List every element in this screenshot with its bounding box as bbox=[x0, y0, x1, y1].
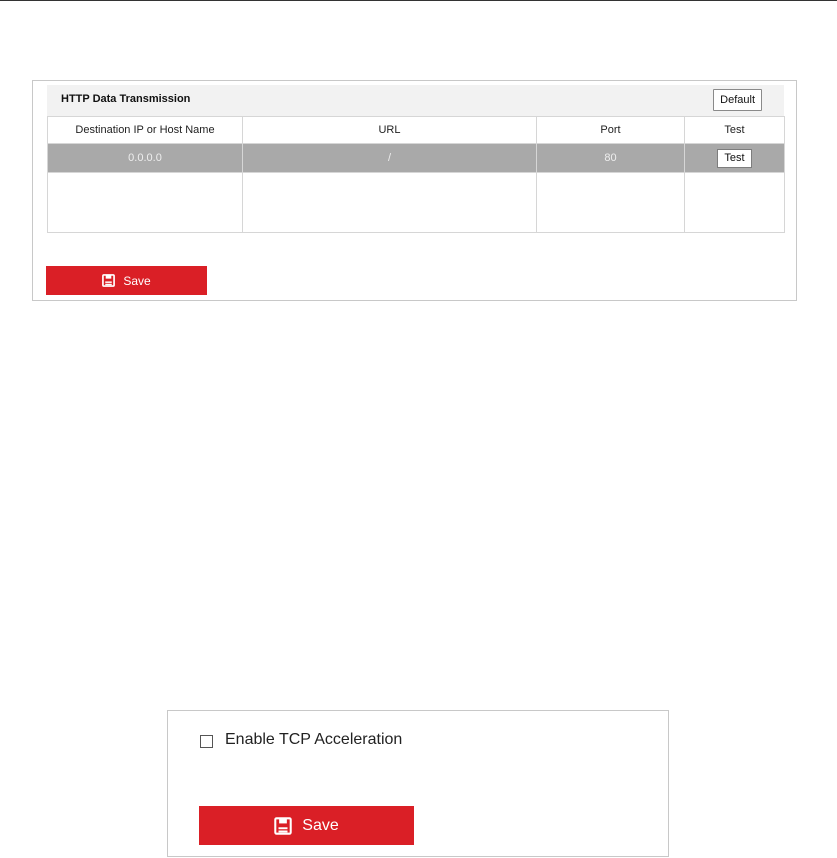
table-row-empty bbox=[48, 173, 785, 233]
enable-tcp-acceleration-checkbox[interactable] bbox=[200, 735, 213, 748]
test-button[interactable]: Test bbox=[717, 149, 751, 168]
top-divider bbox=[0, 0, 837, 1]
save-button-label: Save bbox=[302, 816, 339, 834]
table-header-row bbox=[48, 117, 785, 144]
save-button-label: Save bbox=[123, 273, 151, 288]
tcp-acceleration-panel bbox=[167, 710, 669, 857]
empty-cell bbox=[685, 173, 785, 233]
url-cell: / bbox=[243, 144, 537, 173]
empty-cell bbox=[537, 173, 685, 233]
test-cell bbox=[685, 144, 785, 173]
destination-cell: 0.0.0.0 bbox=[48, 144, 243, 173]
column-header-port: Port bbox=[537, 117, 685, 144]
panel-title: HTTP Data Transmission bbox=[61, 93, 191, 105]
empty-cell bbox=[243, 173, 537, 233]
table-row[interactable] bbox=[48, 144, 785, 173]
save-button[interactable] bbox=[199, 806, 414, 845]
checkbox-label: Enable TCP Acceleration bbox=[225, 731, 403, 748]
default-button[interactable]: Default bbox=[713, 89, 762, 111]
column-header-destination: Destination IP or Host Name bbox=[48, 117, 243, 144]
http-data-transmission-panel bbox=[32, 80, 797, 301]
save-button[interactable] bbox=[46, 266, 207, 295]
http-table bbox=[47, 116, 785, 233]
panel-header bbox=[47, 85, 784, 116]
column-header-url: URL bbox=[243, 117, 537, 144]
empty-cell bbox=[48, 173, 243, 233]
floppy-disk-icon bbox=[274, 817, 292, 835]
port-cell: 80 bbox=[537, 144, 685, 173]
floppy-disk-icon bbox=[102, 274, 115, 287]
column-header-test: Test bbox=[685, 117, 785, 144]
